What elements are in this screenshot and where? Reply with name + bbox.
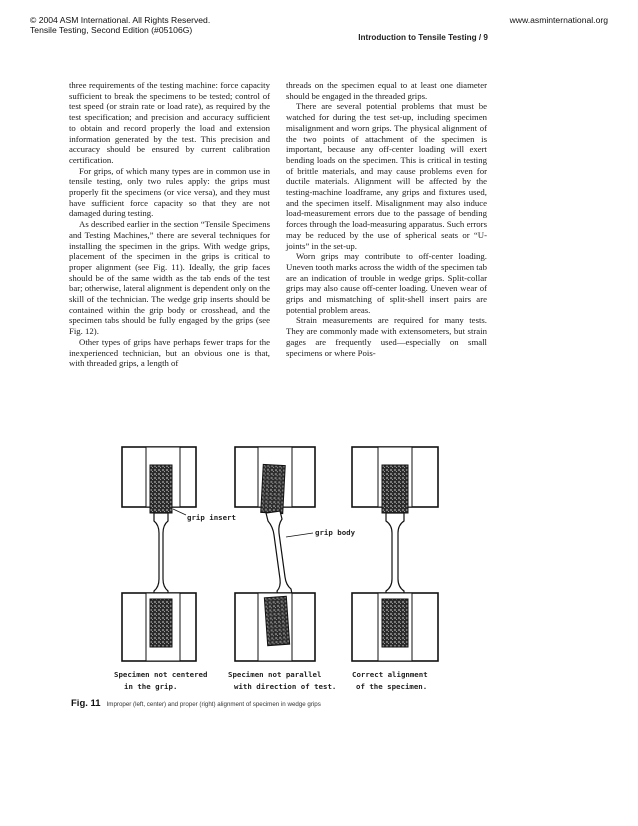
caption-center-line2: with direction of test. [234,682,337,691]
caption-left-line2: in the grip. [124,682,178,691]
grip-body-label: grip body [315,528,356,537]
book-edition: Tensile Testing, Second Edition (#05106G) [30,25,193,35]
paragraph: three requirements of the testing machine: force capacity sufficient to break the specimens to be tested; control of test speed (or strain rate or load rate), as required by the test specification; and precision and accuracy sufficient to obtain and record properly the load and extension information generated by the test. This precision and accuracy should be ensured by current calibration certification. [69,80,270,165]
right-column [286,80,487,358]
running-head: Introduction to Tensile Testing / 9 [358,33,488,42]
paragraph: There are several potential problems that must be watched for during the test set-up, including specimen misalignment and worn grips. The physical alignment of the two points of attachment of the specimen is important, because any off-center loading will exert bending loads on the specimen. This is critical in testing of brittle materials, and may cause problems even for ductile materials. Alignment will be affected by the testing-machine loadframe, any grips and fixtures used, and the specimen itself. Misalignment may also induce load-measurement errors due to the passage of bending forces through the load-measuring apparatus. Such errors may be reduced by the use of spherical seats or “U-joints” in the set-up. [286,101,487,251]
figure-caption-text: Improper (left, center) and proper (right) alignment of specimen in wedge grips [106,701,321,708]
caption-center-line1: Specimen not parallel [228,670,322,679]
caption-right-line2: of the specimen. [356,682,428,691]
grip-insert-label: grip insert [187,513,236,522]
paragraph: For grips, of which many types are in common use in tensile testing, only two rules apply: the grips must properly fit the specimens (or vice versa), and they must have sufficient force capacity so that they are not damaged during testing. [69,165,270,219]
figure-11-diagram [110,441,455,698]
figure-number: Fig. 11 [71,698,101,709]
figure-caption [71,698,321,709]
right-assembly [352,447,438,691]
caption-right-line1: Correct alignment [352,670,428,679]
leader-line [173,509,186,515]
lower-specimen-tab [382,599,408,647]
lower-specimen-tab [150,599,172,647]
upper-specimen-tab [261,464,285,513]
caption-left-line1: Specimen not centered [114,670,208,679]
paragraph: Other types of grips have perhaps fewer traps for the inexperienced technician, but an obvious one is that, with threaded grips, a length of [69,336,270,369]
specimen-gauge [386,513,404,599]
lower-specimen-tab [264,596,289,645]
paragraph: threads on the specimen equal to at least one diameter should be engaged in the threaded grips. [286,80,487,101]
center-assembly [228,447,356,691]
left-assembly [114,447,236,691]
upper-specimen-tab [150,465,172,513]
left-column [69,80,270,369]
specimen-gauge [154,513,168,599]
paragraph: Worn grips may contribute to off-center loading. Uneven tooth marks across the width of the specimen tab are an indication of trouble in wedge grips. Split-collar grips may also cause off-center loading. Uneven wear of grips and mismatching of split-shell insert pairs are potential problem areas. [286,251,487,315]
website-link[interactable]: www.asminternational.org [509,15,608,25]
paragraph: Strain measurements are required for many tests. They are commonly made with extensometers, but strain gages are frequently used—especially on small specimens or where Pois- [286,315,487,358]
specimen-gauge [266,511,293,601]
paragraph: As described earlier in the section “Tensile Specimens and Testing Machines,” there are several techniques for installing the specimen in the grips. With wedge grips, placement of the specimen in the grips is critical to proper alignment (see Fig. 11). Ideally, the grip faces should be of the same width as the tab ends of the test bar; otherwise, lateral alignment is dependent only on the skill of the technician. The wedge grip inserts should be contained within the grip body or crosshead, and the specimen tabs should be fully engaged by the grips (see Fig. 12). [69,219,270,337]
copyright-notice: © 2004 ASM International. All Rights Reserved. [30,15,211,25]
upper-specimen-tab [382,465,408,513]
leader-line [286,533,313,537]
